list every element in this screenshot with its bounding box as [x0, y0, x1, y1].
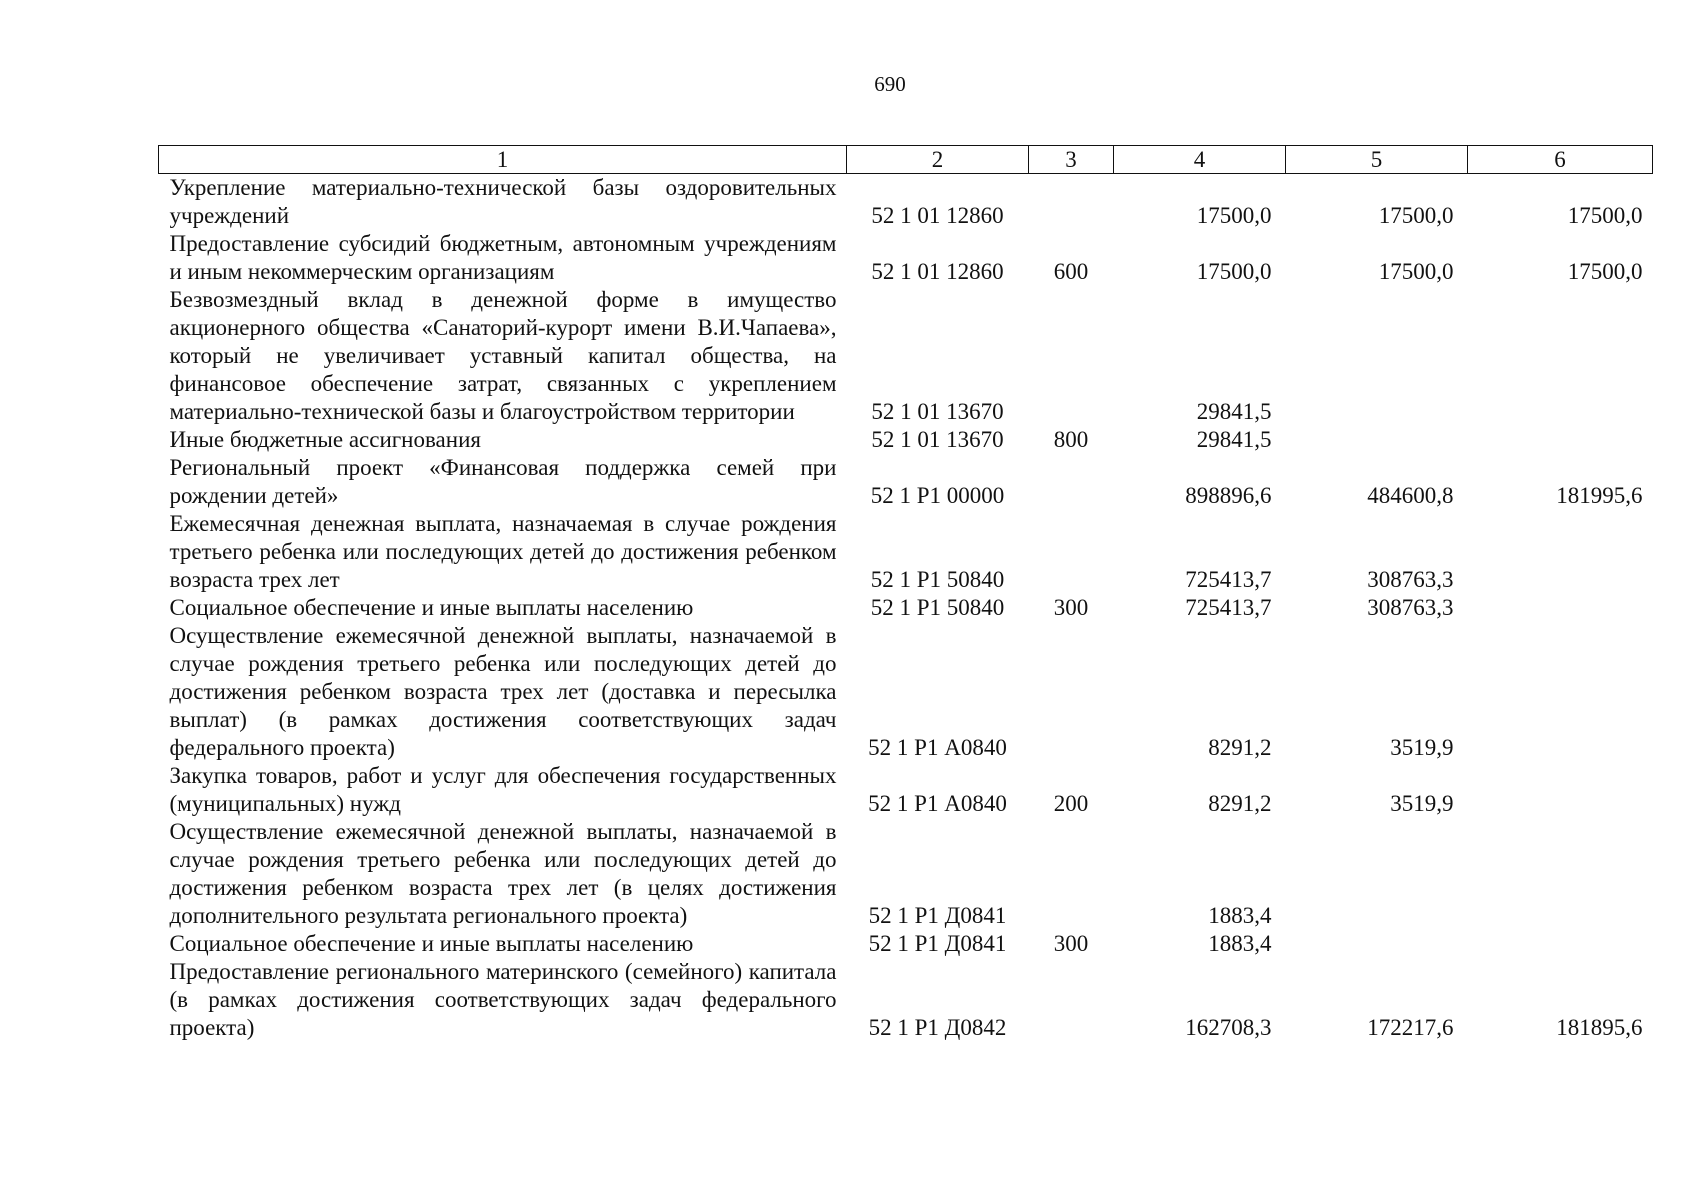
amount-year-1: 17500,0 [1196, 203, 1272, 228]
amount-year-3: 181895,6 [1556, 1015, 1643, 1040]
amount-year-2 [1286, 818, 1468, 930]
expense-type [1029, 174, 1114, 231]
expense-type: 800 [1053, 427, 1089, 452]
amount-year-3 [1468, 426, 1653, 454]
target-code: 52 1 Р1 50840 [870, 567, 1005, 592]
amount-year-1: 29841,5 [1196, 399, 1272, 424]
expense-type: 200 [1053, 791, 1089, 816]
amount-year-3 [1468, 510, 1653, 594]
amount-year-3 [1468, 286, 1653, 426]
amount-year-3: 181995,6 [1556, 483, 1643, 508]
item-name: Осуществление ежемесячной денежной выплаты, назначаемой в случае рождения третьего ребенка или последующих детей до достижения ребенком возраста трех лет (в целях достижения дополнительного результата регионального проекта) [169, 819, 837, 928]
column-number-1: 1 [159, 146, 847, 174]
target-code: 52 1 01 12860 [871, 259, 1004, 284]
amount-year-3 [1468, 762, 1653, 818]
item-name: Социальное обеспечение и иные выплаты населению [169, 931, 694, 956]
amount-year-3 [1468, 930, 1653, 958]
amount-year-2: 308763,3 [1367, 595, 1454, 620]
amount-year-2: 17500,0 [1378, 259, 1454, 284]
amount-year-3 [1468, 622, 1653, 762]
target-code: 52 1 01 13670 [871, 427, 1004, 452]
expense-type: 300 [1053, 595, 1089, 620]
table-row [159, 174, 1653, 231]
amount-year-1: 725413,7 [1185, 595, 1272, 620]
table-row [159, 286, 1653, 426]
page-number: 690 [874, 72, 906, 96]
expense-type [1029, 958, 1114, 1042]
target-code: 52 1 Р1 А0840 [868, 735, 1007, 760]
item-name: Региональный проект «Финансовая поддержка семей при рождении детей» [169, 455, 837, 508]
target-code: 52 1 01 12860 [871, 203, 1004, 228]
target-code: 52 1 Р1 00000 [870, 483, 1005, 508]
target-code: 52 1 Р1 А0840 [868, 791, 1007, 816]
amount-year-1: 162708,3 [1185, 1015, 1272, 1040]
column-number-5: 5 [1286, 146, 1468, 174]
target-code: 52 1 01 13670 [871, 399, 1004, 424]
expense-type [1029, 454, 1114, 510]
column-number-2: 2 [847, 146, 1029, 174]
column-number-6: 6 [1468, 146, 1653, 174]
table-row [159, 622, 1653, 762]
item-name: Безвозмездный вклад в денежной форме в имущество акционерного общества «Санаторий-курорт имени В.И.Чапаева», который не увеличивает уставный капитал общества, на финансовое обеспечение затрат, связанных с укреплением материально-технической базы и благоустройством территории [169, 287, 837, 424]
table-row [159, 818, 1653, 930]
amount-year-1: 29841,5 [1196, 427, 1272, 452]
amount-year-3 [1468, 818, 1653, 930]
column-number-3: 3 [1029, 146, 1114, 174]
item-name: Иные бюджетные ассигнования [169, 427, 481, 452]
item-name: Предоставление субсидий бюджетным, автономным учреждениям и иным некоммерческим организациям [169, 231, 837, 284]
amount-year-1: 8291,2 [1208, 791, 1272, 816]
amount-year-1: 1883,4 [1208, 931, 1272, 956]
expense-type [1029, 818, 1114, 930]
target-code: 52 1 Р1 Д0841 [868, 931, 1007, 956]
amount-year-1: 8291,2 [1208, 735, 1272, 760]
table-row [159, 930, 1653, 958]
target-code: 52 1 Р1 Д0842 [868, 1015, 1007, 1040]
item-name: Укрепление материально-технической базы оздоровительных учреждений [169, 175, 837, 228]
item-name: Ежемесячная денежная выплата, назначаемая в случае рождения третьего ребенка или последующих детей до достижения ребенком возраста трех лет [169, 511, 837, 592]
expense-type: 600 [1053, 259, 1089, 284]
expense-type: 300 [1053, 931, 1089, 956]
amount-year-2 [1286, 930, 1468, 958]
amount-year-3: 17500,0 [1567, 203, 1643, 228]
target-code: 52 1 Р1 50840 [870, 595, 1005, 620]
column-number-4: 4 [1114, 146, 1286, 174]
amount-year-2: 484600,8 [1367, 483, 1454, 508]
amount-year-1: 1883,4 [1208, 903, 1272, 928]
table-row [159, 230, 1653, 286]
item-name: Осуществление ежемесячной денежной выплаты, назначаемой в случае рождения третьего ребенка или последующих детей до достижения ребенком возраста трех лет (доставка и пересылка выплат) (в рамках достижения соответствующих задач федерального проекта) [169, 623, 837, 760]
amount-year-3 [1468, 594, 1653, 622]
expense-type [1029, 510, 1114, 594]
table-row [159, 510, 1653, 594]
item-name: Социальное обеспечение и иные выплаты населению [169, 595, 694, 620]
amount-year-3: 17500,0 [1567, 259, 1643, 284]
amount-year-2 [1286, 426, 1468, 454]
table-header [159, 146, 1653, 174]
header-row [159, 146, 1653, 174]
item-name: Закупка товаров, работ и услуг для обеспечения государственных (муниципальных) нужд [169, 763, 837, 816]
amount-year-2: 172217,6 [1367, 1015, 1454, 1040]
amount-year-1: 725413,7 [1185, 567, 1272, 592]
table-row [159, 762, 1653, 818]
table-row [159, 426, 1653, 454]
table-row [159, 958, 1653, 1042]
table-row [159, 454, 1653, 510]
amount-year-2: 17500,0 [1378, 203, 1454, 228]
amount-year-2: 3519,9 [1390, 735, 1454, 760]
amount-year-1: 898896,6 [1185, 483, 1272, 508]
expense-type [1029, 622, 1114, 762]
amount-year-2: 3519,9 [1390, 791, 1454, 816]
amount-year-2 [1286, 286, 1468, 426]
amount-year-2: 308763,3 [1367, 567, 1454, 592]
table-row [159, 594, 1653, 622]
table-body [159, 174, 1653, 1043]
item-name: Предоставление регионального материнского (семейного) капитала (в рамках достижения соответствующих задач федерального проекта) [169, 959, 837, 1040]
budget-table [158, 145, 1653, 1042]
expense-type [1029, 286, 1114, 426]
amount-year-1: 17500,0 [1196, 259, 1272, 284]
target-code: 52 1 Р1 Д0841 [868, 903, 1007, 928]
